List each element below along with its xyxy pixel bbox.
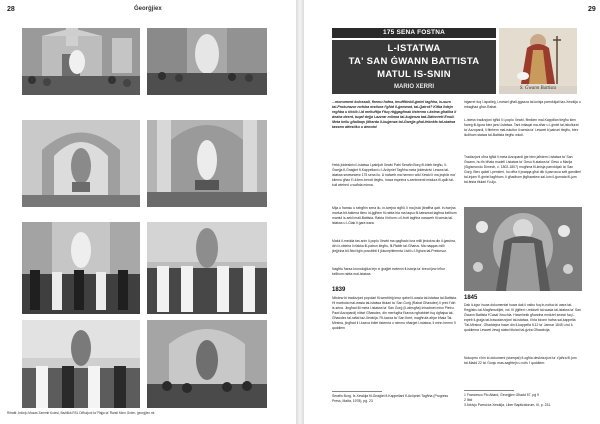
paragraph-9: Dak it-żgur huwa dokumentat huwa dak li nsibu fuq in-nofsa ta' wara tat-Regjistru tal-Magħmudijiet, vol. III jiġifieri r-rekkorti tal-wasla tal-istatwa ta' San Ġwann Battista f'Casal Xeuchia. Hawnhekk għandna mniżżel sewwi fuq l-eqreb il-ġrajja tat-trasuskezzjoni tal-istatwa, li bla bżonn hafna sal-kappella 'Tal-Mirsina'. Għaddejna hawn din il-kappella fl-12 ta' Jannar 1845 u tul il-quddiema l-ewwel żewġ statwi titulari tal-ġzira Għawdxija.: [464, 303, 581, 332]
right-column-2: [464, 100, 582, 371]
footnote-2: 2 Ibid: [464, 398, 473, 402]
saint-caption: S. Ġwann Battista: [519, 86, 557, 91]
section-banner: 175 SENA FOSTNA: [332, 28, 496, 38]
article-author: MARIO XERRI: [393, 84, 434, 90]
paragraph-10: Nokoprru x'hin id-dokument (stampat) fl-ogħla deskrizzjoni ta' x'jaħra fil-jum tal-Madd 22 ta' Ġunju mas-sagħtejn u nofs 'l quddiem:: [464, 356, 577, 365]
footnote-left: Serafin Borg, Ix-Xewkija fil-Ġnaġiet fl-Kappellani fl-Arċipriet Tagħha (Progress Press, Malta, 1978), pġ. 23: [332, 394, 449, 403]
photo-statue-in-church-nave: [147, 120, 267, 207]
paragraph-4: Nagħtu ħarsa kronoloġika lejn xi ġrajjiet ewlenin fl-istorja ta' breod jew ieħor kellhom rabta mal-istatwa.: [332, 267, 445, 276]
paragraph-7: L-istess tradizzjoni tgħid li l-poplu Xewki, flimkien mal-Kappillan tiegħu kien ħareġ fil-fgura biex jara l-istatwa. Tant intlaqat ma-sħar u l-ġmiel tal-iskulturat ta' Azzopardi, li ftiehem mal-iskultur il-westa ta' l-ewwel b'patruni tiegħu, biex ikollhom statwa tal-Battista tiegħu wkoll.: [464, 118, 579, 137]
right-column-1: [332, 100, 457, 356]
paragraph-6: inġarret fuq l-ispalleġ, i-ewwel għall-ġgazza tal-knisja parrokkjali tax-Xewkija u mbagħad għar-Rabat.: [464, 100, 581, 109]
heading-1839: 1839: [332, 287, 346, 293]
footnote-rule-right: [464, 390, 514, 391]
footnote-3: 3 Arkivju Parroċċa Xewkija, Liber Baptizatorum, III, p. 231.: [464, 403, 552, 407]
saint-figure-image: [499, 28, 577, 86]
photo-statue-with-clergy: [22, 320, 140, 408]
footnote-rule-left: [332, 391, 382, 392]
paragraph-8: Tradizzjoni oħra tgħid li meta Azzopardi ġie biex jaħdem l-istatwa ta' San Ġwann, hu fis bħala mudell l-istatwa ta' Ġesù ft-statwa ta' Ġesù u Marija (Sigismondo Dimech, c. 1802-1807) mogħma fil-knisja parrokkjali ta' San Ġorġ. Biex qabel l-pensieri, hu offra li jwaqqa għal dik il-parrocca sett gandlieri tal-injam f'l-ġmiel tagħhom, li għadhom jitgħawdew sal-lum il-ġurnata fil-jum tal-festa titulari f'Lulju.: [464, 155, 581, 184]
paragraph-2: Mija u ħamsu u sebgħin sena ilu, in-twejna xigħil, li ma jista' jitraffha qatt. In-twejna marlua bit-fakiena tlimo id-ġgħem fil-rabta bla ma taqsu fil-tatewwat tagħna kellhom mantul is-sekli mall-Battista. Rabta li bihom u il-frott tagħha naraweh fil-westa tal-istatwa u l-Ġiak li ġara wara.: [332, 206, 457, 225]
paragraph-5: Nibdew bi tradizzjoni popolari fil-werrtitriġ tmur qabel il-wasla tal-istatwa tal-Battista. Hi marbuta mal-wasla tal-istatwa titulari ta' San Ġorġ (Rabat Għawdex) li preċ f'din is-sena. Jingħad illi meta l-istatwa ta' San Ġorġ (il-wiesgħa) inhadmet minn Pietru Pawl Azzopardi) nittwt Għawdex, din merfugħa f'kaxxa ngħabbiet fuq dgħajsa tal-Ġħawdex tal-rafial taż-Xewkija. Fil-kaxxa ta' San Ibert, magħrufa aħjar bħala Tal-Mirsina, jingħad li l-kaxxa bdiet tistenna u nimmu nħarġet l-istatwa, li minn hemm 'il quddiem: [332, 296, 457, 330]
left-running-head: Ġeorġjiex: [134, 6, 162, 12]
photo-credits-caption: Ritratti: Arkivju Mosas Zammit Kulesi, Bażilikà RSL Diffużjoni ta' Ħajja ta' Ħarsit Minn Ġnien, ġeorġjiex.mt: [7, 411, 155, 415]
title-line-1: L-ISTATWA: [387, 43, 441, 54]
footnote-1: 1 Francesco Pio Attard, Ġeorġjiex Għadd 57, pġ 9: [464, 393, 540, 397]
title-line-3: MATUL IS-SNIN: [377, 69, 451, 80]
footnotes-list: [464, 393, 582, 408]
paragraph-3: Matul il-medda tas-snin il-poplu Xewki ma qagħadx lura milli jindokra din il-ġawhra, din ix-xbieha li rfakka fil-patrun tiegħu, fil-Ħabib tal-Għarus. Ma naqqas milli jżejjinha bil-ħlwi tiġin possibbli li jkkumpitimenta l-istil u l-ħġiura tal-Prekursur.: [332, 239, 456, 253]
photo-procession-street-people: [22, 222, 140, 314]
photo-decorated-statue: [464, 207, 582, 291]
photo-statue-through-arch: [22, 120, 140, 207]
right-folio: 29: [588, 6, 596, 13]
photo-statue-church-interior: [147, 320, 267, 408]
photo-statue-in-street-crowd: [147, 28, 267, 95]
paragraph-1: Hekk jiddeskrivi l-istatwa l-patrijott Xewki Patri Serafin Borg fil-ktieb tiegħu, Il-Ġwejja fl-Ġnaġiet fl-Kappellani u l-Arċipriet Tagħha meta jiddeskrivi l-ewwa tal-istatwa sewwewew 175 sena ilu. U nafweb ma hemmx wild Xewki li ma jeqbilx ma' kliemu għax f'l-44em-bexcit tiegħu, huwa esprima s-sentimenti mistura fil-qalb tal-kull wiehed u waħda minna.: [332, 163, 456, 187]
left-page: [0, 0, 296, 424]
right-page: [304, 0, 600, 424]
intro-italic: ...monument kolossali, fhemu ħafna, tmuffitinbil-ġmiel tagħha, is-sura tal-Prokurazur nofsha msttura f'għid il-ġemmat, tal-Qatrot? Kifba ħdejn regħba u tiċċib l-id meħuftija f'fuq rtiġgagħnak tistenna r-kelma għaliha li deaha deent, tuqaf dejja l-azzrar mlinna tal-kuġenza tad-Ddinnrett Erodi. Meta kellu għallaqs jitħarda il-kuġenza tal-Ġwejja għal-feknkfa tal-statwa tassew attestiku u denota!: [332, 100, 457, 129]
left-folio: 28: [7, 6, 15, 13]
article-title-box: [332, 40, 496, 94]
heading-1845: 1845: [464, 295, 478, 301]
title-line-2: TA' SAN ĠWANN BATTISTA: [348, 56, 480, 67]
photo-procession-church-facade: [22, 28, 140, 95]
saint-illustration: [499, 28, 577, 94]
photo-men-carrying-statue: [147, 222, 267, 314]
spine-gutter: [296, 0, 304, 424]
